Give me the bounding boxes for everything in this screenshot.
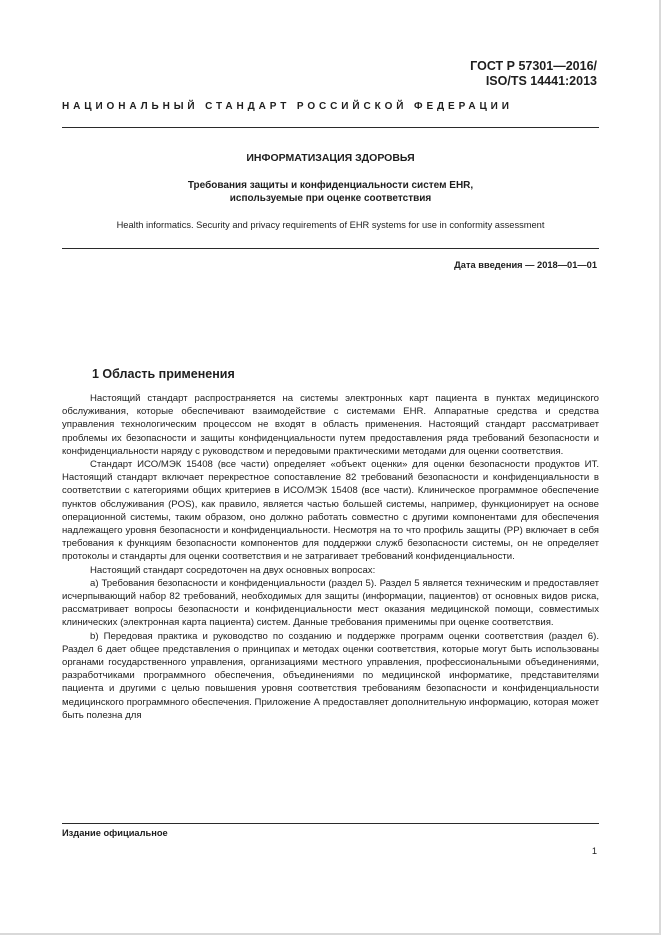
title-divider (62, 248, 599, 249)
iso-number: ISO/TS 14441:2013 (485, 74, 597, 88)
list-item: а) Требования безопасности и конфиденциальности (раздел 5). Раздел 5 является техническим и предоставляет исчерпывающий набор 82 требований, необходимых для защиты (информации, пациентов) от основных видов риска, рассматривает вопросы безопасности и конфиденциальности мест оказания медицинской помощи, совместимых клинических (электронная карта пациента) систем. Данные требования применимы при оценке соответствия. (62, 577, 599, 629)
list-item: b) Передовая практика и руководство по созданию и поддержке программ оценки соответствия (раздел 6). Раздел 6 дает общее представления о принципах и методах оценки соответствия, которые могут быть использованы органами государственного управления, организациями местного управления, профессиональными объединениями, разработчиками программного обеспечения, объединениями по медицинской информатике, представителями пациента и другими с целью повышения уровня соответствия требованиям безопасности и конфиденциальности медицинского программного обеспечения. Приложение А предоставляет дополнительную информацию, которая может быть полезна для (62, 630, 599, 721)
paragraph: Стандарт ИСО/МЭК 15408 (все части) определяет «объект оценки» для оценки безопасности продуктов ИТ. Настоящий стандарт включает перекрестное сопоставление 82 требований безопасности и конфиденциальности в соответствии с категориями общих критериев в ИСО/МЭК 15408 (все части). Клиническое программное обеспечение пунктов обслуживания (POS), как правило, является частью большей системы, например, функционирует на основе операционной системы, таким образом, оно должно работать совместно с другими компонентами для обеспечения надлежащего уровня безопасности и конфиденциальности. Несмотря на то что профиль защиты (PP) включает в себя требования к функциям безопасности компонентов для поддержки служб безопасности системы, он не определяет протоколы и стандарты для оценки соответствия и не затрагивает требований конфиденциальности. (62, 459, 599, 563)
introduction-date: Дата введения — 2018—01—01 (454, 260, 597, 270)
paragraph: Настоящий стандарт сосредоточен на двух основных вопросах: (90, 564, 376, 576)
page-number: 1 (591, 846, 597, 856)
edition-label: Издание официальное (62, 828, 168, 838)
document-subtitle (62, 179, 599, 205)
english-title: Health informatics. Security and privacy requirements of EHR systems for use in conformity assessment (116, 220, 545, 230)
standard-designation (470, 59, 597, 89)
national-standard-heading: НАЦИОНАЛЬНЫЙ СТАНДАРТ РОССИЙСКОЙ ФЕДЕРАЦИИ (62, 101, 513, 112)
subtitle-line-1: Требования защиты и конфиденциальности систем EHR, (187, 180, 474, 191)
document-title: ИНФОРМАТИЗАЦИЯ ЗДОРОВЬЯ (246, 152, 415, 164)
section-body (62, 392, 599, 722)
standard-number: ГОСТ Р 57301—2016/ (470, 59, 597, 73)
paragraph: Настоящий стандарт распространяется на системы электронных карт пациента в пунктах медицинского обслуживания, которые обеспечивают взаимодействие с системами EHR. Аппаратные средства и средства управления технологическим процессом не входят в область применения. Настоящий стандарт рассматривает проблемы их безопасности и защиты конфиденциальности путем предоставления ряда требований безопасности и конфиденциальности наряду с руководством и передовыми практическими методами для оценки соответствия. (62, 393, 599, 457)
header-divider (62, 127, 599, 128)
footer-divider (62, 823, 599, 824)
subtitle-line-2: используемые при оценке соответствия (229, 193, 432, 204)
section-heading: 1 Область применения (92, 367, 235, 381)
